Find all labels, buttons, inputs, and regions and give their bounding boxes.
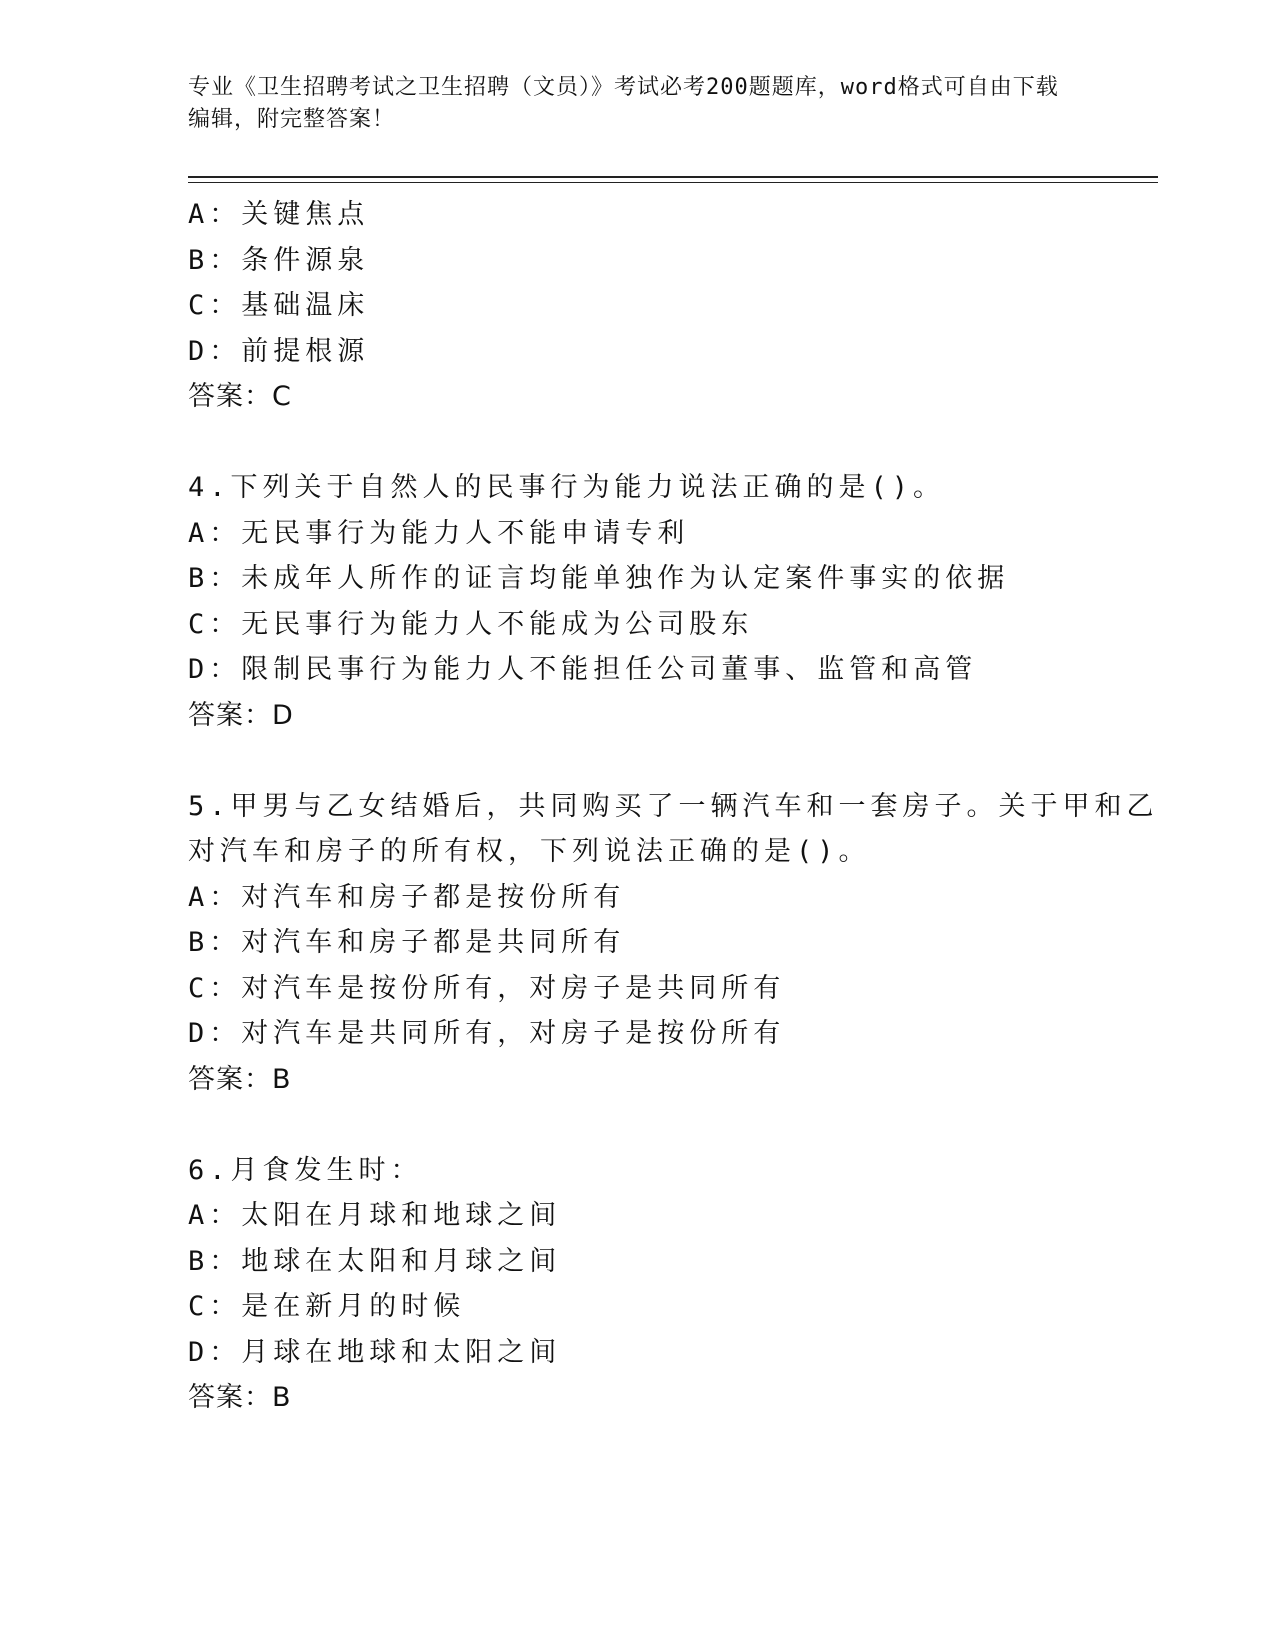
spacer [188,420,1148,466]
question-text: 6.月食发生时： [188,1154,423,1186]
question-text-line-2: 对汽车和房子的所有权，下列说法正确的是()。 [188,836,871,867]
option-d: D：月球在地球和太阳之间 [188,1336,562,1368]
option-c: C：基础温床 [188,290,370,321]
spacer [188,1102,1148,1148]
question-text: 4.下列关于自然人的民事行为能力说法正确的是()。 [188,472,946,503]
option-b: B：对汽车和房子都是共同所有 [188,927,626,958]
spacer [188,738,1148,784]
answer-line: 答案：B [188,1063,292,1095]
option-a: A：关键焦点 [188,199,370,230]
option-c: C：无民事行为能力人不能成为公司股东 [188,608,754,640]
header-divider-thin [188,182,1158,183]
option-a: A：太阳在月球和地球之间 [188,1200,562,1231]
document-header [188,72,1068,136]
answer-line: 答案：C [188,381,292,412]
header-title: 专业《卫生招聘考试之卫生招聘（文员）》考试必考200题题库，word格式可自由下载编辑，附完整答案！ [188,75,1059,132]
option-d: D：前提根源 [188,335,370,367]
answer-line: 答案：B [188,1382,292,1413]
option-a: A：无民事行为能力人不能申请专利 [188,517,690,549]
header-divider-thick [188,176,1158,178]
option-c: C：是在新月的时候 [188,1291,466,1322]
option-b: B：地球在太阳和月球之间 [188,1245,562,1277]
question-4-block [188,465,1148,738]
option-b: B：条件源泉 [188,244,370,276]
question-list [188,192,1159,1421]
question-3-block [188,192,1148,420]
option-d: D：限制民事行为能力人不能担任公司董事、监管和高管 [188,654,978,685]
question-6-block [188,1148,1148,1421]
option-b: B：未成年人所作的证言均能单独作为认定案件事实的依据 [188,563,1010,594]
option-a: A：对汽车和房子都是按份所有 [188,881,626,913]
question-5-block [188,784,1159,1103]
option-c: C：对汽车是按份所有，对房子是共同所有 [188,972,786,1004]
answer-line: 答案：D [188,699,294,731]
option-d: D：对汽车是共同所有，对房子是按份所有 [188,1018,786,1049]
question-text-line-1: 5.甲男与乙女结婚后，共同购买了一辆汽车和一套房子。关于甲和乙 [188,790,1159,822]
